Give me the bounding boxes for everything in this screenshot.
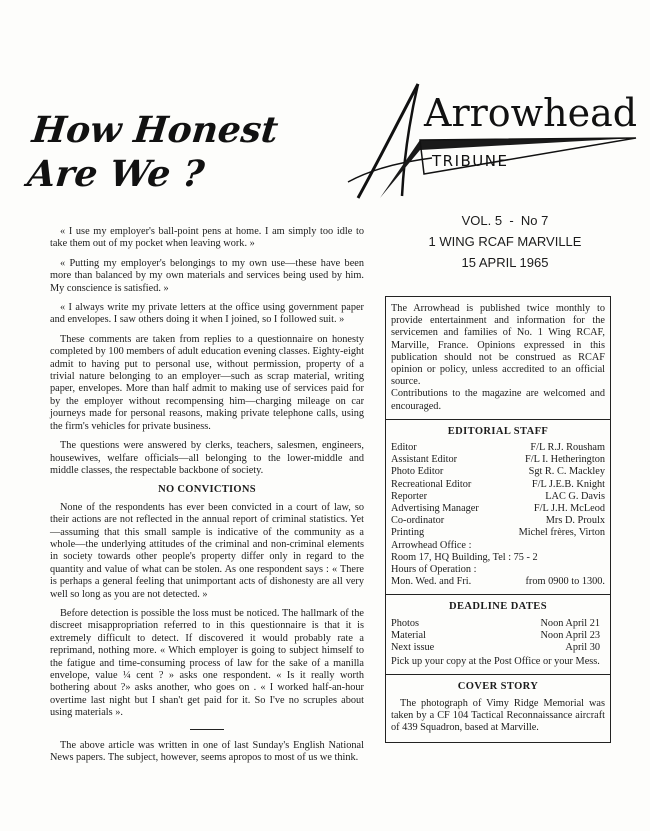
masthead-title: Arrowhead [424,91,638,135]
deadline-row [391,642,600,654]
arrowhead-logo [340,78,640,208]
article-paragraph: « Putting my employer's belongings to my own use—these have been more than balanced by my own materials and services being used by him. My conscience is satisfied. » [50,257,364,294]
article-subheading: NO CONVICTIONS [158,484,256,496]
editorial-staff-heading: EDITORIAL STAFF [447,425,549,437]
staff-name: LAC G. Davis [545,490,605,502]
masthead-subtitle: TRIBUNE [432,152,509,170]
staff-name: F/L R.J. Rousham [530,442,605,454]
staff-row [391,503,605,515]
masthead [340,78,640,208]
staff-name: F/L I. Hetherington [525,454,605,466]
deadline-item: Next issue [391,642,435,654]
hours-row [391,576,605,588]
article-paragraph: « I use my employer's ball-point pens at home. I am simply too idle to take them out of my pocket when leaving work. » [50,226,364,250]
deadline-heading: DEADLINE DATES [449,601,547,613]
article-paragraph: These comments are taken from replies to a questionnaire on honesty completed by 100 members of adult education evening classes. Eighty-eight admit to having put to personal use, without permission, property of a trivial nature belonging to an employer—such as scrap material, writing paper, envelopes. More than half admit to making use of services paid for by the employer without recompensing him—charging mileage on car journeys made for personal reasons, making private telephone calls, using the firm's vehicles for private business. [50,333,364,432]
divider [386,674,610,675]
deadline-row [391,618,600,630]
deadline-date: April 30 [565,642,600,654]
staff-row [391,466,605,478]
staff-row [391,515,605,527]
pickup-note: Pick up your copy at the Post Office or your Mess. [391,656,600,668]
issue-unit: 1 WING RCAF MARVILLE [428,234,582,249]
divider [190,729,224,730]
staff-list [391,442,605,540]
staff-row [391,454,605,466]
staff-role: Advertising Manager [391,503,479,515]
divider [386,594,610,595]
staff-role: Recreational Editor [391,478,472,490]
staff-row [391,527,605,539]
staff-role: Co-ordinator [391,515,445,527]
issue-volume: VOL. 5 - No 7 [461,213,549,228]
hours-time: from 0900 to 1300. [525,576,605,588]
article-paragraph: Before detection is possible the loss must be noticed. The hallmark of the discreet misappropriation referred to in this questionnaire is that it is extremely difficult to detect. If discovered it would probably rate a reprimand, nothing more. « Which employer is going to subject himself to the fatigue and time-consuming process of law for the sake of a manilla envelope, value ¼ cent ? » asks one respondent. « Is it really worth bothering about ?» asks another, who goes on . « I worked half-an-hour overtime last night but I shan't get paid for it. So I've no scruples about using materials ». [50,607,364,719]
staff-name: Michel frères, Virton [518,527,605,539]
office-address: Room 17, HQ Building, Tel : 75 - 2 [391,551,538,563]
staff-name: Sgt R. C. Mackley [528,466,605,478]
staff-name: F/L J.E.B. Knight [531,478,605,490]
cover-story-heading: COVER STORY [457,681,539,693]
publication-note: The Arrowhead is published twice monthly to provide entertainment and information for the servicemen and families of No. 1 Wing RCAF, Marville, France. Opinions expressed in this publication should not be construed as RCAF opinion or policy, unless accredited to an official source. [391,303,605,388]
hours-label: Hours of Operation : [391,564,477,576]
issue-date: 15 APRIL 1965 [461,255,549,270]
staff-name: Mrs D. Proulx [545,515,605,527]
office-label: Arrowhead Office : [391,539,472,551]
deadline-list [391,618,605,655]
article-footnote: The above article was written in one of last Sunday's English National News papers. The subject, however, seems apropos to most of us we think. [50,739,364,764]
deadline-date: Noon April 23 [540,629,600,641]
headline [25,108,294,196]
info-sidebar [385,296,611,743]
headline-line-1: How Honest [30,109,281,151]
staff-role: Assistant Editor [391,454,458,466]
staff-row [391,442,605,454]
deadline-date: Noon April 21 [540,617,600,629]
cover-story-text: The photograph of Vimy Ridge Memorial was taken by a CF 104 Tactical Reconnaissance aircraft of 439 Squadron, based at Marville. [391,697,605,734]
deadline-item: Material [391,629,426,641]
article-paragraph: « I always write my private letters at the office using government paper and envelopes. I saw others doing it when I joined, so I followed suit. » [50,302,364,326]
divider [386,419,610,420]
staff-row [391,491,605,503]
contributions-note: Contributions to the magazine are welcomed and encouraged. [391,388,605,412]
staff-role: Editor [391,442,417,454]
article-paragraph: The questions were answered by clerks, teachers, salesmen, engineers, housewives, welfare officials—all belonging to the lower-middle and middle classes, the respectable backbone of society. [50,440,364,476]
deadline-item: Photos [391,617,420,629]
deadline-row [391,630,600,642]
article [50,226,364,771]
staff-role: Printing [391,527,425,539]
staff-role: Reporter [391,490,428,502]
hours-days: Mon. Wed. and Fri. [391,576,472,588]
issue-info [385,210,625,273]
staff-name: F/L J.H. McLeod [533,503,605,515]
article-paragraph: None of the respondents has ever been convicted in a court of law, so their actions are not reflected in the annual report of criminal statistics. Yet—assuming that this small sample is indicative of the community as a whole—the underlying attitudes of the criminal and non-criminal elements in society towards other people's property differ only in regard to the quantity and value of what can be stolen. As one respondent says : « There is perhaps a general feeling that unimportant acts of dishonesty are all very well so long as you are not detected. » [50,501,364,600]
staff-role: Photo Editor [391,466,444,478]
staff-row [391,479,605,491]
headline-line-2: Are We ? [25,153,207,195]
